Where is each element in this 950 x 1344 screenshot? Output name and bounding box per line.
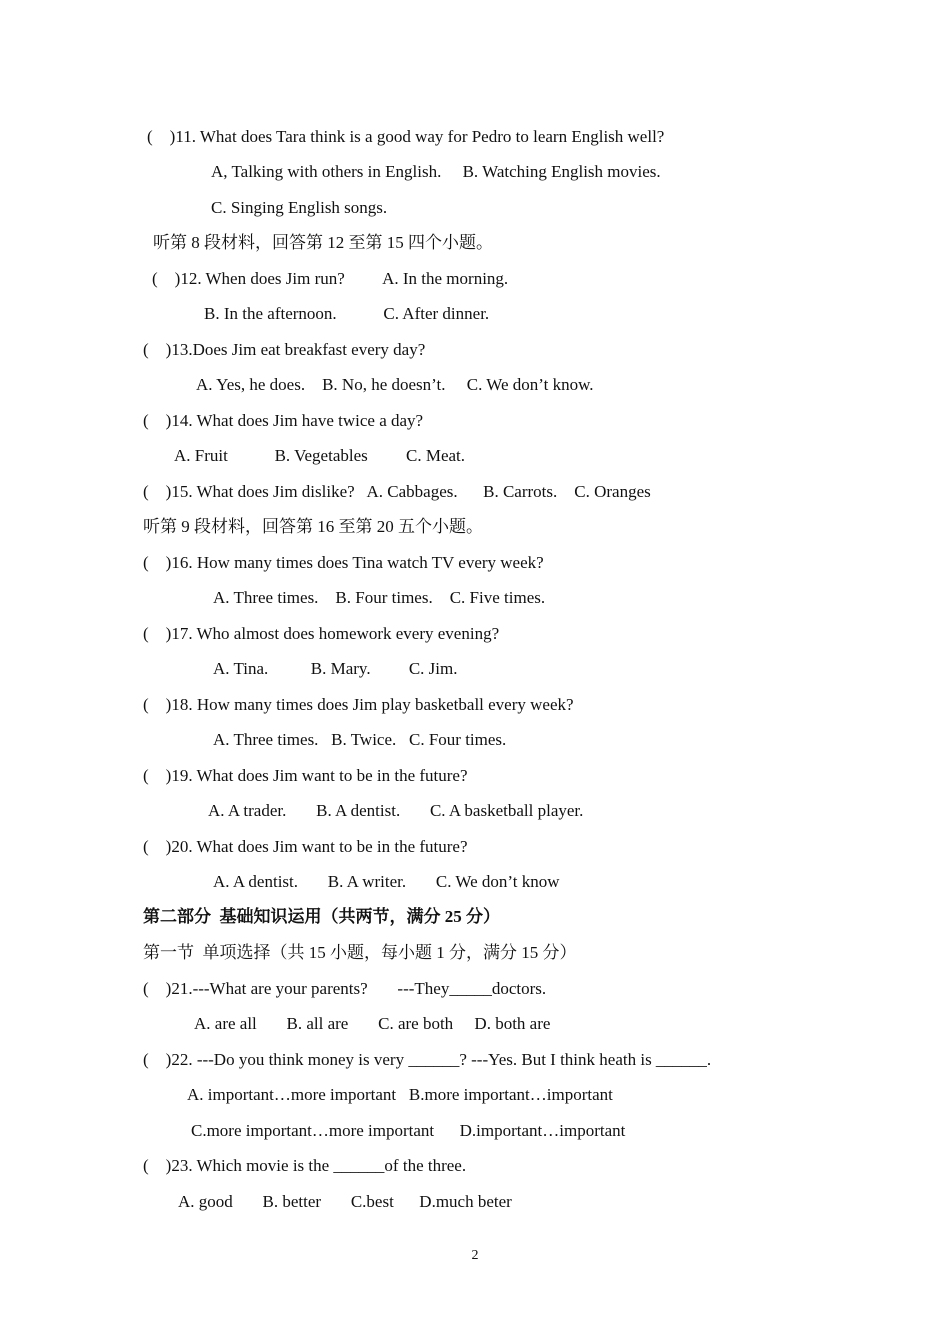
question-19-options: A. A trader. B. A dentist. C. A basketball player. xyxy=(208,801,584,820)
question-13-options: A. Yes, he does. B. No, he doesn’t. C. We don’t know. xyxy=(196,375,594,394)
section-8-instruction: 听第 8 段材料，回答第 12 至第 15 四个小题。 xyxy=(153,233,493,252)
question-17-options: A. Tina. B. Mary. C. Jim. xyxy=(213,659,458,678)
question-14: ( )14. What does Jim have twice a day? xyxy=(143,411,424,430)
question-20: ( )20. What does Jim want to be in the future? xyxy=(143,837,468,856)
page-number: 2 xyxy=(471,1248,479,1263)
question-23: ( )23. Which movie is the ______of the three. xyxy=(143,1156,467,1175)
section-one-heading: 第一节 单项选择（共 15 小题，每小题 1 分，满分 15 分） xyxy=(143,943,577,962)
question-11-option-c: C. Singing English songs. xyxy=(211,198,388,217)
question-22: ( )22. ---Do you think money is very ______? ---Yes. But I think heath is ______. xyxy=(143,1050,712,1069)
question-18-options: A. Three times. B. Twice. C. Four times. xyxy=(213,730,507,749)
question-13: ( )13.Does Jim eat breakfast every day? xyxy=(143,340,426,359)
question-11: ( )11. What does Tara think is a good way for Pedro to learn English well? xyxy=(147,127,665,146)
question-22-options-a-b: A. important…more important B.more important…important xyxy=(187,1085,613,1104)
question-21: ( )21.---What are your parents? ---They_____doctors. xyxy=(143,979,547,998)
question-20-options: A. A dentist. B. A writer. C. We don’t know xyxy=(213,872,560,891)
section-9-instruction: 听第 9 段材料，回答第 16 至第 20 五个小题。 xyxy=(143,517,483,536)
question-15: ( )15. What does Jim dislike? A. Cabbages. B. Carrots. C. Oranges xyxy=(143,482,651,501)
question-11-options-a-b: A, Talking with others in English. B. Watching English movies. xyxy=(211,162,661,181)
question-23-options: A. good B. better C.best D.much beter xyxy=(178,1192,512,1211)
question-14-options: A. Fruit B. Vegetables C. Meat. xyxy=(174,446,466,465)
question-17: ( )17. Who almost does homework every evening? xyxy=(143,624,500,643)
question-12-options: B. In the afternoon. C. After dinner. xyxy=(204,304,490,323)
question-19: ( )19. What does Jim want to be in the future? xyxy=(143,766,468,785)
question-16-options: A. Three times. B. Four times. C. Five times. xyxy=(213,588,546,607)
question-16: ( )16. How many times does Tina watch TV every week? xyxy=(143,553,544,572)
question-22-options-c-d: C.more important…more important D.important…important xyxy=(191,1121,626,1140)
question-18: ( )18. How many times does Jim play basketball every week? xyxy=(143,695,574,714)
question-21-options: A. are all B. all are C. are both D. both are xyxy=(194,1014,551,1033)
part-two-heading: 第二部分 基础知识运用（共两节，满分 25 分） xyxy=(143,907,500,926)
question-12: ( )12. When does Jim run? A. In the morning. xyxy=(152,269,509,288)
